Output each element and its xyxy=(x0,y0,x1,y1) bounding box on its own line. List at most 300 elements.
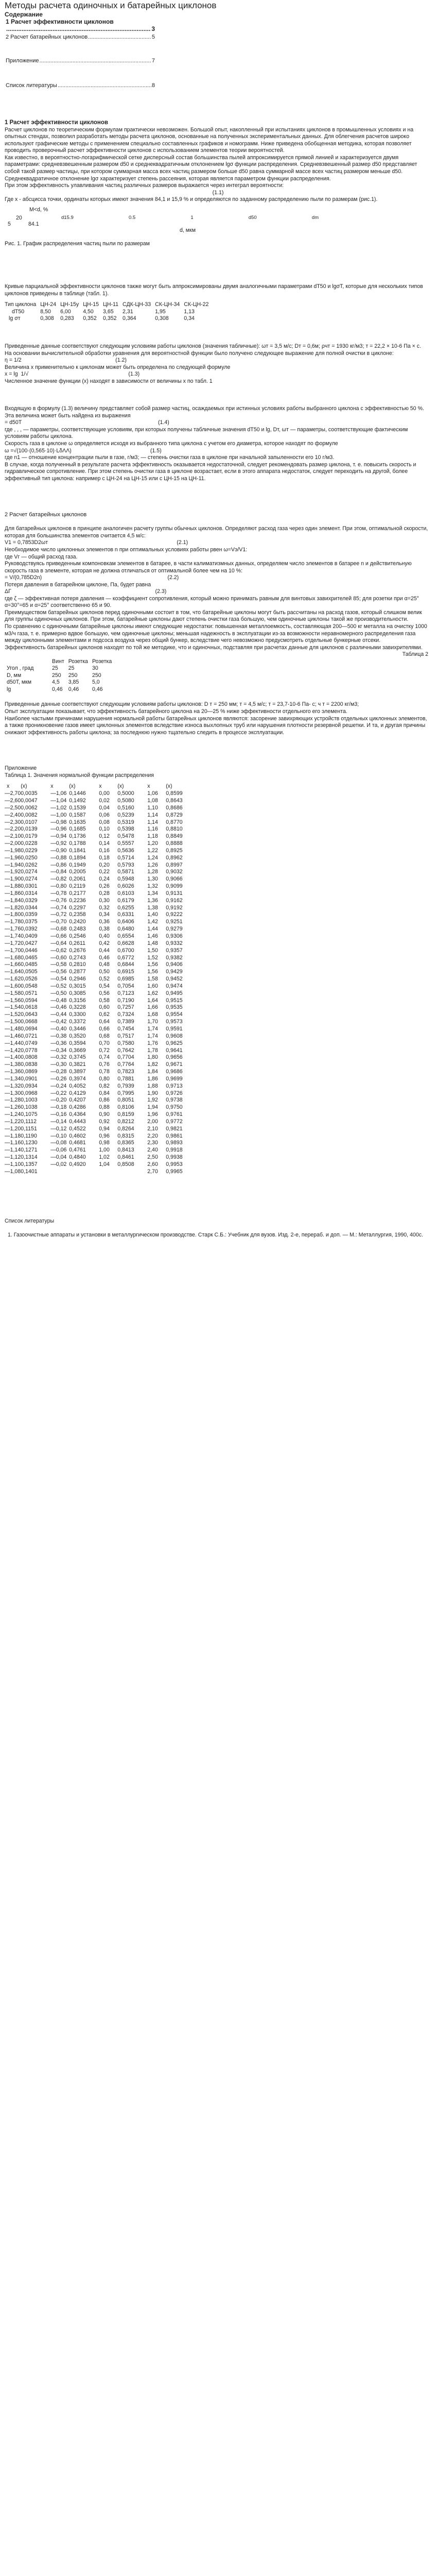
table-cell: 0,5239 xyxy=(117,811,134,818)
table-cell: 0,84 xyxy=(99,1090,110,1096)
table-cell: 0,94 xyxy=(99,1125,110,1132)
table-cell: 0,82 xyxy=(99,1082,110,1089)
table-row xyxy=(5,848,196,855)
table-cell: —0,54 xyxy=(50,976,67,982)
table-cell: —1,96 xyxy=(5,854,21,861)
table-cell: —0,10 xyxy=(50,1132,67,1139)
figure-y-label: M<d, % xyxy=(29,206,48,213)
table-cell: 0,1635 xyxy=(69,819,86,825)
table-header-row xyxy=(5,301,213,309)
table-cell: 0,1736 xyxy=(69,833,86,840)
document-page xyxy=(0,0,436,1239)
table-cell: 0,78 xyxy=(99,1069,110,1075)
table-cell: —0,28 xyxy=(50,1069,67,1075)
table-cell: 0,0179 xyxy=(21,833,38,840)
table-cell: —0,64 xyxy=(50,940,67,946)
table-cell: —0,20 xyxy=(50,1097,67,1104)
table-cell: 0,38 xyxy=(99,926,110,933)
table-2-label: Таблица 2 xyxy=(402,651,428,658)
table-row xyxy=(5,1061,196,1069)
table-cell: 0,0392 xyxy=(21,926,38,933)
table-cell: 2,20 xyxy=(147,1132,158,1139)
table-cell: —1,02 xyxy=(50,804,67,811)
table-header-cell xyxy=(5,658,50,666)
table-cell: —1,60 xyxy=(5,982,21,989)
section-2-heading: 2 Расчет батарейных циклонов xyxy=(5,512,87,518)
table-cell: 0,22 xyxy=(99,869,110,875)
toc-item[interactable] xyxy=(6,18,155,26)
table-cell: 0,92 xyxy=(99,1118,110,1125)
table-cell: 0,1075 xyxy=(21,1111,38,1118)
table-cell: 0,1539 xyxy=(69,804,86,811)
table-cell: 0,6915 xyxy=(117,969,134,975)
table-cell: 1,10 xyxy=(147,804,158,811)
table-row xyxy=(5,1161,196,1168)
table-cell: 0,2236 xyxy=(69,897,86,904)
table-cell: —1,64 xyxy=(5,969,21,975)
table-header-cell: ЦН-15у xyxy=(60,301,79,308)
table-cell: 0,9032 xyxy=(166,869,183,875)
table-header-cell: СК-ЦН-22 xyxy=(184,301,209,308)
table-cell: —0,30 xyxy=(50,1061,67,1068)
table-cell: 0,9671 xyxy=(166,1061,183,1068)
table-cell: —1,00 xyxy=(50,811,67,818)
table-cell: —0,58 xyxy=(50,961,67,968)
table-cell: 0,46 xyxy=(99,954,110,961)
table-header-cell: Винт xyxy=(52,658,64,665)
table-cell: 0,7324 xyxy=(117,1011,134,1018)
reference-item: 1. Газоочистные аппараты и установки в металлургическом производстве. Старк С.Б.: Учебник для вузов. Изд. 2-е, перераб. и доп. — М.: Металлургия, 1990, 400с. xyxy=(8,1232,423,1239)
table-cell: 5,0 xyxy=(92,679,100,686)
table-cell: —1,74 xyxy=(5,933,21,940)
paragraph: Приведенные данные соответствуют следующим условиям работы циклонов: D т = 250 мм; т = 4,5 м/с; т = 23,7-10-6 Па- с; ч т = 2200 кг/м3; xyxy=(5,701,359,708)
table-cell: 1,86 xyxy=(147,1075,158,1082)
table-cell: —0,38 xyxy=(50,1032,67,1039)
table-cell: 0,34 xyxy=(184,315,195,322)
table-cell: 0,2177 xyxy=(69,890,86,896)
table-cell: 0,9306 xyxy=(166,933,183,940)
table-row xyxy=(5,686,114,693)
paragraph: Расчет циклонов по теоретическим формулам практически невозможен. Большой опыт, накопленный при испытаниях циклонов в промышленных условиях и на опытных стендах, позволил разработать методы расчета циклонов, основанные на полученных экспериментальных данных. Для облегчения расчетов широко используют графические методы с применением специально составленных графиков и номограмм. Ниже приведена обобщенная методика, которая позволяет проводить проверочный расчет эффективности циклонов с использованием элементов теории вероятностей. xyxy=(5,126,414,154)
formula: ΔΓ (2.3) xyxy=(5,588,167,595)
table-cell: 0,1446 xyxy=(69,790,86,797)
table-cell: 8,50 xyxy=(40,308,51,315)
table-cell: 0,9406 xyxy=(166,961,183,968)
table-row xyxy=(5,1040,196,1047)
table-swirler-params xyxy=(5,658,114,693)
table-cell: —1,32 xyxy=(5,1082,21,1089)
table-cell: 6,00 xyxy=(60,308,71,315)
table-cell: —1,06 xyxy=(50,790,67,797)
table-cell: 1,34 xyxy=(147,890,158,896)
figure-y-value: 84.1 xyxy=(28,221,39,227)
table-cell: 0,0934 xyxy=(21,1082,38,1089)
table-cell: 0,0526 xyxy=(21,976,38,982)
table-cell: 1,92 xyxy=(147,1097,158,1104)
normal-distribution-table xyxy=(5,783,196,1175)
table-cell: 0,352 xyxy=(83,315,97,322)
table-cell: —1,90 xyxy=(5,876,21,883)
table-cell: 0,6026 xyxy=(117,883,134,890)
table-row xyxy=(5,911,196,919)
table-cell xyxy=(50,1168,69,1176)
table-cyclone-types xyxy=(5,301,213,323)
table-cell: 0,1112 xyxy=(21,1118,37,1125)
table-cell: —1,14 xyxy=(5,1147,21,1154)
toc-item-label: 1 Расчет эффективности циклонов xyxy=(6,18,114,25)
table-cell: —1,80 xyxy=(5,911,21,918)
paragraph: где ζ — эффективная потеря давления — коэффициент сопротивления, который можно принимать равным для винтовых завихрителей 85; для розетки при α=25° α=30°=65 и α=25° соответственно 65 и 90. xyxy=(5,595,419,609)
table-cell: 0,6772 xyxy=(117,954,134,961)
table-cell: 0,7580 xyxy=(117,1040,134,1046)
table-cell: 1,90 xyxy=(147,1090,158,1096)
table-cell: 1,46 xyxy=(147,933,158,940)
table-cell: 1,76 xyxy=(147,1040,158,1046)
table-cell: —1,48 xyxy=(5,1025,21,1032)
table-cell: 0,3156 xyxy=(69,997,86,1004)
table-header-cell: СДК-ЦН-33 xyxy=(123,301,151,308)
table-cell: 0,0446 xyxy=(21,947,38,954)
table-cell: 0,7823 xyxy=(117,1069,134,1075)
table-header-cell: ЦН-15 xyxy=(83,301,99,308)
table-cell: 1,56 xyxy=(147,961,158,968)
table-row xyxy=(5,1104,196,1111)
toc-item[interactable] xyxy=(6,33,155,41)
table-cell: —1,16 xyxy=(5,1140,21,1146)
table-cell: 0,2061 xyxy=(69,876,86,883)
table-cell: 0,8997 xyxy=(166,861,183,868)
table-cell: 0,8925 xyxy=(166,847,183,854)
table-cell: 1,00 xyxy=(99,1147,110,1154)
table-cell: 0,50 xyxy=(99,969,110,975)
table-cell: 0,8212 xyxy=(117,1118,134,1125)
table-cell: —1,88 xyxy=(5,883,21,890)
table-cell: 0,5319 xyxy=(117,819,134,825)
table-cell: 1,84 xyxy=(147,1069,158,1075)
table-cell: 0,2297 xyxy=(69,904,86,911)
table-cell: —0,40 xyxy=(50,1025,67,1032)
toc-item-page: 7 xyxy=(151,57,155,64)
table-cell: —2,00 xyxy=(5,840,21,847)
table-cell: —2,20 xyxy=(5,826,21,833)
table-cell: —0,52 xyxy=(50,982,67,989)
table-cell: 0,9750 xyxy=(166,1104,183,1111)
table-cell: —1,28 xyxy=(5,1097,21,1104)
table-cell: 1,38 xyxy=(147,904,158,911)
table-cell: 0,0485 xyxy=(21,961,38,968)
table-cell: —1,44 xyxy=(5,1040,21,1046)
table-row xyxy=(5,1097,196,1104)
table-cell: —1,98 xyxy=(5,847,21,854)
table-cell: 0,2483 xyxy=(69,926,86,933)
table-row xyxy=(5,997,196,1005)
toc-item-label: 2 Расчет батарейных циклонов xyxy=(6,33,88,40)
table-cell: 0,4052 xyxy=(69,1082,86,1089)
paragraph: По сравнению с одиночными батарейные циклоны имеют следующие недостатки: повышенная металлоемкость, составляющая 200—500 кг металла на очистку 1000 м3/ч газа, т. е. примерно вдвое большую, чем одиночные циклоны; меньшая надежность в эксплуатации из-за возможности неравномерного распределения газа между циклонными элементами и подсоса воздуха через общий бункер, вследствие чего невозможно предусмотреть отдельные бункерные отсеки. xyxy=(5,623,427,644)
table-of-contents xyxy=(6,18,155,89)
table-cell: 1,78 xyxy=(147,1047,158,1054)
table-cell: 0,2676 xyxy=(69,947,86,954)
table-cell: 0,283 xyxy=(60,315,74,322)
table-cell: 0,4129 xyxy=(69,1090,86,1096)
figure-x0: 5 xyxy=(8,221,11,227)
table-cell: 0,4443 xyxy=(69,1118,86,1125)
table-cell: —0,32 xyxy=(50,1054,67,1061)
table-cell: 0,48 xyxy=(99,961,110,968)
table-cell: 0,9357 xyxy=(166,947,183,954)
table-cell: —2,60 xyxy=(5,797,21,804)
paragraph: Опыт эксплуатации показывает, что эффективность батарейного циклона на 20—25 % ниже эффективности отдельного его элемента. xyxy=(5,708,347,715)
table-cell: —0,90 xyxy=(50,847,67,854)
table-cell: 0,7123 xyxy=(117,990,134,996)
table-cell: 0,06 xyxy=(99,811,110,818)
table-cell: —1,94 xyxy=(5,861,21,868)
table-cell: 0,4602 xyxy=(69,1132,86,1139)
table-row xyxy=(5,976,196,983)
table-cell: 0,3974 xyxy=(69,1075,86,1082)
table-cell: 0,04 xyxy=(99,804,110,811)
table-cell: 0,28 xyxy=(99,890,110,896)
table-header-cell: (x) xyxy=(21,783,27,790)
table-cell: 1,50 xyxy=(147,947,158,954)
table-cell: 0,5793 xyxy=(117,861,134,868)
table-row xyxy=(5,883,196,890)
paragraph: где Vг — общий расход газа. xyxy=(5,553,78,560)
table-row xyxy=(5,1004,196,1011)
table-cell: 0,0643 xyxy=(21,1011,38,1018)
table-cell: 0,1190 xyxy=(21,1132,37,1139)
figure-scale xyxy=(61,215,319,221)
table-row xyxy=(5,1026,196,1033)
table-row xyxy=(5,1083,196,1090)
toc-leader xyxy=(40,57,151,64)
formula-number: (1.1) xyxy=(212,189,224,196)
table-cell: 0,9656 xyxy=(166,1054,183,1061)
table-cell: 0,3300 xyxy=(69,1011,86,1018)
table-cell: 0,9608 xyxy=(166,1032,183,1039)
table-cell: 0,0968 xyxy=(21,1090,38,1096)
table-cell: —2,50 xyxy=(5,804,21,811)
table-cell: 1,56 xyxy=(147,969,158,975)
table-cell: 1,30 xyxy=(147,876,158,883)
table-cell: 0,7642 xyxy=(117,1047,134,1054)
table-cell: —1,26 xyxy=(5,1104,21,1111)
table-cell: 0,9495 xyxy=(166,990,183,996)
table-cell: 1,95 xyxy=(155,308,166,315)
table-cell: 0,5714 xyxy=(117,854,134,861)
table-cell: 0,8962 xyxy=(166,854,183,861)
table-cell: 1,80 xyxy=(147,1054,158,1061)
table-cell: —1,12 xyxy=(5,1154,21,1161)
table-cell: 0,3015 xyxy=(69,982,86,989)
table-cell: 0,68 xyxy=(99,1032,110,1039)
table-cell: 0,70 xyxy=(99,1040,110,1046)
table-cell: —0,96 xyxy=(50,826,67,833)
toc-item[interactable] xyxy=(6,57,155,64)
table-cell: 0,4364 xyxy=(69,1111,86,1118)
table-cell: —0,26 xyxy=(50,1075,67,1082)
table-cell: 0,1492 xyxy=(69,797,86,804)
table-cell: 0,5478 xyxy=(117,833,134,840)
table-cell: 0,9382 xyxy=(166,954,183,961)
table-cell: 0,1357 xyxy=(21,1161,38,1168)
table-cell: —0,84 xyxy=(50,869,67,875)
table-cell: 0,9821 xyxy=(166,1125,183,1132)
table-cell: 1,18 xyxy=(147,833,158,840)
paragraph: Преимуществом батарейных циклонов перед одиночными состоит в том, что батарейные циклоны могут быть рассчитаны на расход газов, который слишком велик для группы одиночных циклонов. При этом, батарейные циклоны дают степень очистки газа большую, чем одиночные циклоны такой же производительности. xyxy=(5,609,422,623)
table-cell: 0,2611 xyxy=(69,940,85,946)
table-row xyxy=(5,933,196,940)
table-cell: 0,0808 xyxy=(21,1054,38,1061)
formula: = V/(0,785D2n) (2.2) xyxy=(5,574,179,581)
table-cell: 0,0427 xyxy=(21,940,38,946)
table-cell: 0,5398 xyxy=(117,826,134,833)
table-cell: —1,76 xyxy=(5,926,21,933)
table-cell: 0,46 xyxy=(68,686,79,692)
table-row xyxy=(5,1047,196,1055)
table-cell: —0,80 xyxy=(50,883,67,890)
table-cell: —0,46 xyxy=(50,1004,67,1011)
table-cell: —0,76 xyxy=(50,897,67,904)
table-row xyxy=(5,1154,196,1161)
table-cell: 0,0229 xyxy=(21,847,38,854)
toc-leader xyxy=(58,82,151,89)
table-cell: 0,52 xyxy=(99,976,110,982)
table-cell: 0,0375 xyxy=(21,919,38,925)
table-cell: —0,06 xyxy=(50,1147,67,1154)
table-cell: 0,0107 xyxy=(21,819,38,825)
table-cell: —1,10 xyxy=(5,1161,21,1168)
table-row xyxy=(5,1011,196,1019)
table-cell: 0,3228 xyxy=(69,1004,86,1011)
table-cell: 0,2420 xyxy=(69,919,86,925)
table-cell: 0,3745 xyxy=(69,1054,86,1061)
formula: = d50T (1.4) xyxy=(5,419,169,426)
table-cell: 0,10 xyxy=(99,826,110,833)
table-cell: 0,3446 xyxy=(69,1025,86,1032)
table-cell: 0,0262 xyxy=(21,861,38,868)
table-cell: 0,8849 xyxy=(166,833,183,840)
table-cell: 0,0778 xyxy=(21,1047,38,1054)
table-cell: 0,8264 xyxy=(117,1125,134,1132)
table-cell: 0,8413 xyxy=(117,1147,134,1154)
table-cell: —0,92 xyxy=(50,840,67,847)
table-cell: 0,9965 xyxy=(166,1168,183,1175)
table-cell: 0,4522 xyxy=(69,1125,86,1132)
table-cell: —0,12 xyxy=(50,1125,67,1132)
paragraph: Для батарейных циклонов в принципе аналогичен расчету группы обычных циклонов. Определяют расход газа через один элемент. При этом, оптимальной скорости, которая для большинства элементов считается 4,5 м/с: xyxy=(5,526,428,539)
table-cell: —0,72 xyxy=(50,911,67,918)
table-cell: 1,26 xyxy=(147,861,158,868)
table-cell: —0,50 xyxy=(50,990,67,996)
table-cell: 0,8051 xyxy=(117,1097,134,1104)
table-cell: 0,9332 xyxy=(166,940,183,946)
toc-item-continuation[interactable] xyxy=(6,25,155,33)
table-cell: 0,8810 xyxy=(166,826,183,833)
table-cell: —1,04 xyxy=(50,797,67,804)
appendix-table-caption: Таблица 1. Значения нормальной функции распределения xyxy=(5,772,154,778)
table-cell: 0,6480 xyxy=(117,926,134,933)
table-row xyxy=(5,1090,196,1097)
table-cell: 0,0571 xyxy=(21,990,38,996)
table-cell: 0,9591 xyxy=(166,1025,183,1032)
table-cell: 1,66 xyxy=(147,1004,158,1011)
toc-leader xyxy=(88,33,151,41)
scale-label: dm xyxy=(311,214,319,221)
paragraph: В случае, когда полученный в результате расчета эффективность оказывается недостаточной, следует рекомендовать размер циклона, т. е. повысить скорость и гидравлическое сопротивление. При этом степень очистки газа в циклоне возрастает, если в этого аппарата недостаток, следует переходить на другой, более эффективный тип циклона: например с ЦН-24 на ЦН-15 или с ЦН-15 на ЦН-11. xyxy=(5,461,416,482)
table-cell: 0,40 xyxy=(99,933,110,940)
table-cell: 0,46 xyxy=(52,686,63,692)
table-row xyxy=(5,1076,196,1083)
table-cell: —1,70 xyxy=(5,947,21,954)
table-header-row xyxy=(5,658,114,666)
table-cell: 0,9861 xyxy=(166,1132,183,1139)
table-cell: 0,9699 xyxy=(166,1075,183,1082)
table-cell: 0,24 xyxy=(99,876,110,883)
table-cell: 0,1894 xyxy=(69,854,86,861)
table-cell: 0,5948 xyxy=(117,876,134,883)
table-cell: 0,0594 xyxy=(21,997,38,1004)
table-cell: 0,3594 xyxy=(69,1040,86,1046)
table-row xyxy=(5,315,213,323)
table-cell: 0,9893 xyxy=(166,1140,183,1146)
table-cell: 0,0314 xyxy=(21,890,38,896)
table-cell: —0,02 xyxy=(50,1161,67,1168)
table-cell: 0,5636 xyxy=(117,847,134,854)
table-cell: 0,3897 xyxy=(69,1069,86,1075)
table-cell: 0,352 xyxy=(103,315,117,322)
table-cell: 0,26 xyxy=(99,883,110,890)
table-cell: 0,9573 xyxy=(166,1019,183,1025)
table-cell: —1,84 xyxy=(5,897,21,904)
table-cell: 0,6985 xyxy=(117,976,134,982)
toc-item[interactable] xyxy=(6,82,155,89)
table-cell: 0,0409 xyxy=(21,933,38,940)
table-cell: 0,42 xyxy=(99,940,110,946)
table-cell: lg σт xyxy=(9,315,21,322)
table-row xyxy=(5,812,196,819)
table-cell: 0,54 xyxy=(99,982,110,989)
table-cell: 0,9554 xyxy=(166,1011,183,1018)
table-cell: 0,7190 xyxy=(117,997,134,1004)
table-cell: —2,10 xyxy=(5,833,21,840)
table-cell: 0,3669 xyxy=(69,1047,86,1054)
table-cell: 2,30 xyxy=(147,1140,158,1146)
table-cell: 1,74 xyxy=(147,1032,158,1039)
table-cell: 0,14 xyxy=(99,840,110,847)
table-cell: 0,0838 xyxy=(21,1061,38,1068)
table-cell: 0,9726 xyxy=(166,1090,183,1096)
table-cell: 1,20 xyxy=(147,840,158,847)
table-cell: 0,8686 xyxy=(166,804,183,811)
table-cell: 1,74 xyxy=(147,1025,158,1032)
table-cell: 0,0228 xyxy=(21,840,38,847)
table-cell: 0,6255 xyxy=(117,904,134,911)
table-cell: 0,98 xyxy=(99,1140,110,1146)
table-cell: 0,3821 xyxy=(69,1061,86,1068)
table-cell: 0,0548 xyxy=(21,982,38,989)
paragraph: При этом эффективность улавливания частиц различных размеров выражается через интеграл вероятности: xyxy=(5,182,284,189)
table-cell: 0,4840 xyxy=(69,1154,86,1161)
table-cell: 0,0301 xyxy=(21,883,38,890)
table-row xyxy=(5,890,196,897)
table-cell: 250 xyxy=(92,672,101,679)
table-row xyxy=(5,947,196,955)
table-cell: D, мм xyxy=(7,672,22,679)
table-cell: 0,7995 xyxy=(117,1090,134,1096)
table-cell: 0,74 xyxy=(99,1054,110,1061)
table-cell: 0,1587 xyxy=(69,811,86,818)
